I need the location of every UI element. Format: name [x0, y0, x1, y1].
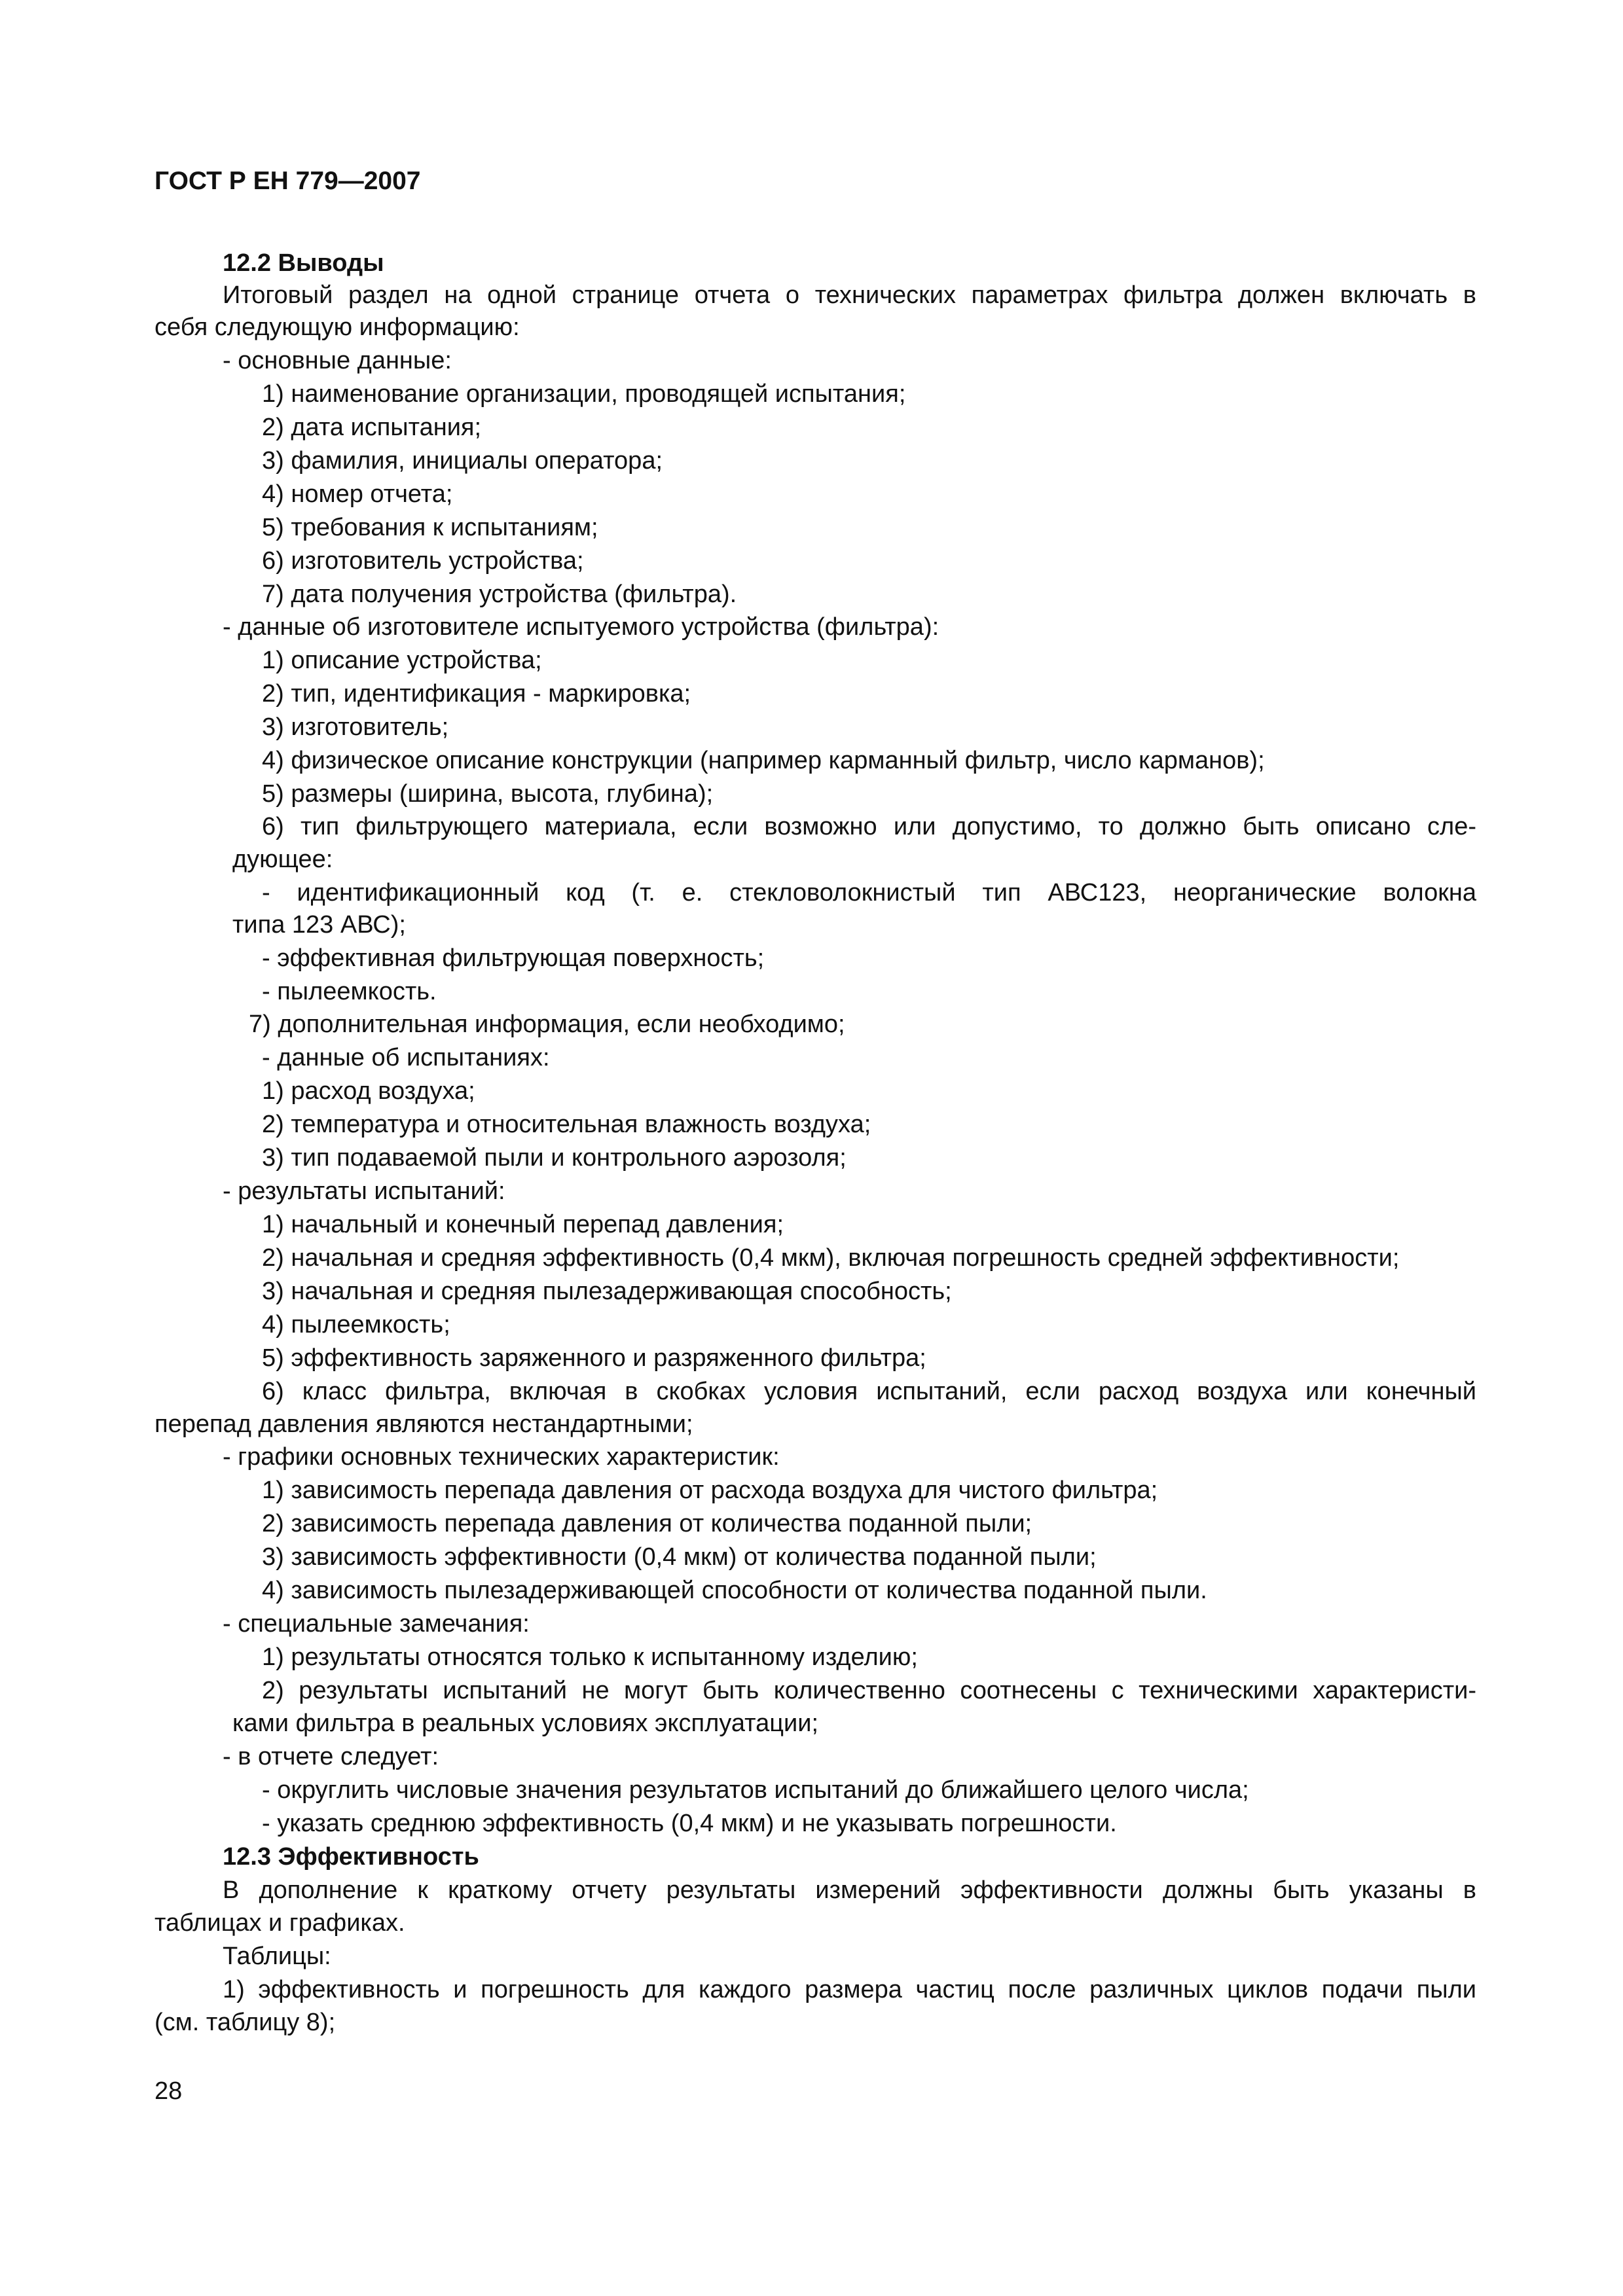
list-item: 1) эффективность и погрешность для каждого размера частиц после различных циклов подачи пыли — [223, 1976, 1476, 2003]
sub-item: - эффективная фильтрующая поверхность; — [262, 944, 765, 972]
list-item-continuation: ками фильтра в реальных условиях эксплуатации; — [232, 1710, 819, 1737]
list-item-continuation: дующее: — [232, 846, 333, 873]
list-item: 5) требования к испытаниям; — [262, 514, 598, 541]
list-item: 2) дата испытания; — [262, 414, 482, 441]
sub-item: - идентификационный код (т. е. стекловолокнистый тип АВС123, неорганические волокна — [262, 879, 1476, 906]
list-item: 7) дата получения устройства (фильтра). — [262, 581, 737, 608]
basic-data-label: - основные данные: — [223, 347, 452, 374]
list-item-continuation: (см. таблицу 8); — [155, 2009, 336, 2036]
sub-item-continuation: типа 123 АВС); — [232, 911, 406, 939]
additional-info-label: 7) дополнительная информация, если необходимо; — [249, 1011, 845, 1038]
sub-item: - пылеемкость. — [262, 978, 437, 1005]
list-item: 1) описание устройства; — [262, 647, 542, 674]
intro-line-1: Итоговый раздел на одной странице отчета о технических параметрах фильтра должен включать в — [223, 281, 1476, 309]
list-item: 2) начальная и средняя эффективность (0,4 мкм), включая погрешность средней эффективности; — [262, 1244, 1400, 1272]
list-item: 5) эффективность заряженного и разряженного фильтра; — [262, 1344, 926, 1372]
sub-item: - указать среднюю эффективность (0,4 мкм) и не указывать погрешности. — [262, 1810, 1117, 1837]
list-item-continuation: перепад давления являются нестандартными; — [155, 1410, 693, 1438]
page-number: 28 — [155, 2077, 183, 2105]
list-item: 4) физическое описание конструкции (например карманный фильтр, число карманов); — [262, 747, 1265, 774]
list-item: 3) начальная и средняя пылезадерживающая способность; — [262, 1278, 952, 1305]
graphs-label: - графики основных технических характеристик: — [223, 1443, 780, 1471]
list-item: 2) результаты испытаний не могут быть количественно соотнесены с техническими характеристи- — [262, 1677, 1476, 1704]
document-header: ГОСТ Р ЕН 779—2007 — [155, 167, 421, 195]
list-item: 1) наименование организации, проводящей испытания; — [262, 380, 906, 408]
paragraph-line: таблицах и графиках. — [155, 1909, 405, 1937]
list-item: 3) изготовитель; — [262, 713, 449, 741]
list-item: 6) изготовитель устройства; — [262, 547, 584, 575]
manufacturer-label: - данные об изготовителе испытуемого устройства (фильтра): — [223, 613, 939, 641]
tables-label: Таблицы: — [223, 1943, 331, 1970]
list-item: 3) зависимость эффективности (0,4 мкм) от количества поданной пыли; — [262, 1543, 1097, 1571]
sub-item: - округлить числовые значения результатов испытаний до ближайшего целого числа; — [262, 1776, 1249, 1804]
list-item: 4) пылеемкость; — [262, 1311, 450, 1338]
list-item: 1) результаты относятся только к испытанному изделию; — [262, 1643, 918, 1671]
list-item: 3) фамилия, инициалы оператора; — [262, 447, 663, 475]
special-notes-label: - специальные замечания: — [223, 1610, 530, 1638]
results-label: - результаты испытаний: — [223, 1177, 505, 1205]
list-item: 3) тип подаваемой пыли и контрольного аэрозоля; — [262, 1144, 847, 1172]
list-item: 6) тип фильтрующего материала, если возможно или допустимо, то должно быть описано сле- — [262, 813, 1476, 840]
list-item: 5) размеры (ширина, высота, глубина); — [262, 780, 714, 808]
intro-line-2: себя следующую информацию: — [155, 314, 520, 341]
list-item: 2) температура и относительная влажность воздуха; — [262, 1111, 871, 1138]
report-label: - в отчете следует: — [223, 1743, 439, 1770]
list-item: 1) зависимость перепада давления от расхода воздуха для чистого фильтра; — [262, 1477, 1158, 1504]
section-12-3-title: 12.3 Эффективность — [223, 1843, 479, 1871]
list-item: 4) номер отчета; — [262, 480, 453, 508]
list-item: 2) тип, идентификация - маркировка; — [262, 680, 691, 708]
list-item: 6) класс фильтра, включая в скобках условия испытаний, если расход воздуха или конечный — [262, 1378, 1476, 1405]
list-item: 1) расход воздуха; — [262, 1077, 475, 1105]
list-item: 4) зависимость пылезадерживающей способности от количества поданной пыли. — [262, 1577, 1207, 1604]
test-data-label: - данные об испытаниях: — [262, 1044, 550, 1071]
paragraph-line: В дополнение к краткому отчету результаты измерений эффективности должны быть указаны в — [223, 1876, 1476, 1904]
list-item: 1) начальный и конечный перепад давления; — [262, 1211, 784, 1238]
list-item: 2) зависимость перепада давления от количества поданной пыли; — [262, 1510, 1032, 1537]
section-12-2-title: 12.2 Выводы — [223, 249, 384, 277]
